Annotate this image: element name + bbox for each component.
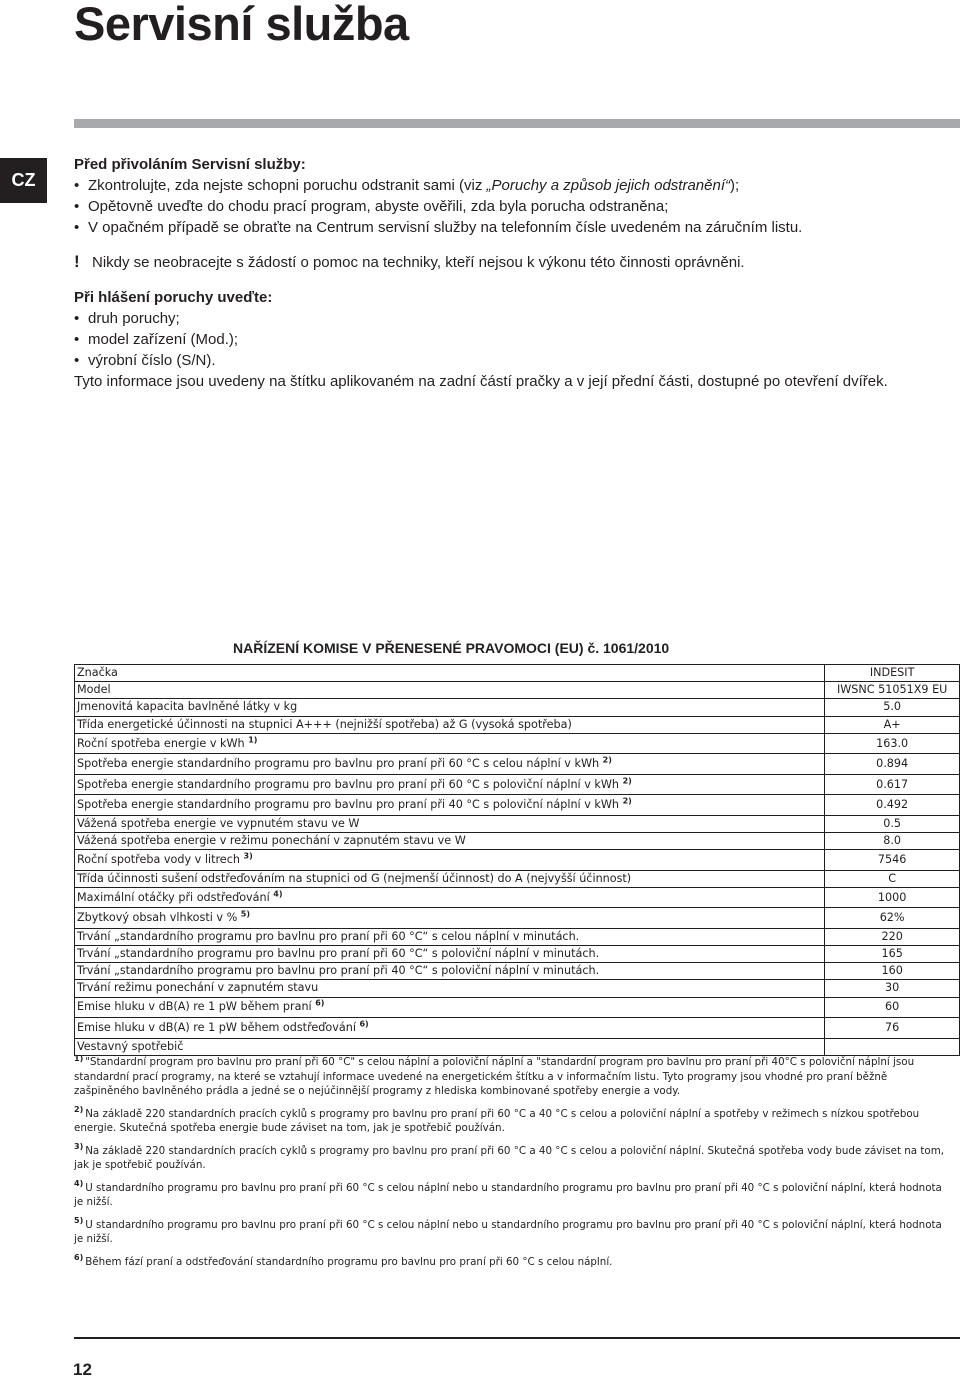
row-label-text: Vestavný spotřebič (77, 1039, 184, 1053)
footnote-ref: 4) (273, 888, 283, 898)
row-label (75, 733, 825, 754)
spec-table (74, 664, 960, 1056)
table-row (75, 815, 960, 832)
row-label-text: Spotřeba energie standardního programu pro bavlnu pro praní při 40 °C s poloviční náplní v kWh (77, 798, 620, 811)
table-row (75, 1018, 960, 1039)
row-label-text: Roční spotřeba energie v kWh (77, 736, 245, 750)
row-label-text: Trvání „standardního programu pro bavlnu pro praní při 60 °C“ s poloviční náplní v minutách. (77, 947, 600, 961)
row-value: 0.492 (825, 795, 960, 816)
row-value: 62% (825, 908, 960, 929)
row-label (75, 997, 825, 1018)
report-heading: Při hlášení poruchy uveďte: (74, 289, 273, 306)
footnote-ref: 2) (602, 755, 612, 765)
table-row (75, 754, 960, 775)
table-title: NAŘÍZENÍ KOMISE V PŘENESENÉ PRAVOMOCI (EU) č. 1061/2010 (233, 640, 670, 656)
footnote-number: 1) (74, 1053, 84, 1063)
row-label (75, 908, 825, 929)
row-value: 160 (825, 963, 960, 980)
footnote (74, 1055, 954, 1099)
top-rule (74, 119, 960, 128)
row-label (75, 870, 825, 887)
row-value: 0.894 (825, 754, 960, 775)
table-row (75, 682, 960, 699)
footnote-text: Během fází praní a odstřeďování standardního programu pro bavlnu pro praní při 60 °C s celou náplní. (85, 1255, 613, 1268)
item-text-end: ); (730, 177, 740, 194)
footnote-text: U standardního programu pro bavlnu pro praní při 60 °C s celou náplní nebo u standardního programu pro bavlnu pro praní při 40 °C s poloviční náplní, která hodnota je nižší. (74, 1218, 942, 1245)
table-row (75, 928, 960, 945)
report-note: Tyto informace jsou uvedeny na štítku aplikovaném na zadní částí pračky a v její přední části, dostupné po otevření dvířek. (74, 373, 888, 390)
item-text: Zkontrolujte, zda nejste schopni poruchu odstranit sami (viz (88, 177, 487, 194)
row-label (75, 665, 825, 682)
table-row (75, 850, 960, 871)
service-instructions (74, 154, 954, 392)
row-value: 220 (825, 928, 960, 945)
row-value: 76 (825, 1018, 960, 1039)
report-list (74, 308, 954, 371)
footnote-number: 2) (74, 1105, 84, 1115)
table-row (75, 946, 960, 963)
footnote-ref: 6) (359, 1019, 369, 1029)
row-label-text: Trvání „standardního programu pro bavlnu pro praní při 40 °C“ s poloviční náplní v minutách. (77, 964, 600, 978)
row-label (75, 887, 825, 908)
footnote-number: 4) (74, 1179, 84, 1189)
row-label (75, 946, 825, 963)
row-value: 5.0 (825, 699, 960, 716)
footnote (74, 1218, 954, 1247)
row-label (75, 682, 825, 699)
row-value: IWSNC 51051X9 EU (825, 682, 960, 699)
exclamation-icon: ! (74, 252, 80, 271)
row-value: 7546 (825, 850, 960, 871)
row-label (75, 699, 825, 716)
row-label-text: Vážená spotřeba energie ve vypnutém stavu ve W (77, 816, 360, 830)
row-value: A+ (825, 716, 960, 733)
language-tab: CZ (0, 158, 47, 203)
row-label-text: Třída energetické účinnosti na stupnici A+++ (nejnižší spotřeba) až G (vysoká spotřeba) (77, 717, 572, 731)
list-item: • výrobní číslo (S/N). (74, 350, 954, 371)
before-call-heading: Před přivoláním Servisní služby: (74, 156, 306, 173)
table-row (75, 832, 960, 849)
page-number: 12 (73, 1360, 92, 1379)
table-row (75, 887, 960, 908)
footnote-ref: 2) (622, 796, 632, 806)
footnote (74, 1144, 954, 1173)
warning-note (74, 252, 954, 273)
list-item: • V opačném případě se obraťte na Centrum servisní služby na telefonním čísle uvedeném na záručním listu. (74, 217, 954, 238)
row-value: INDESIT (825, 665, 960, 682)
footnote-number: 3) (74, 1142, 84, 1152)
footnote-ref: 3) (243, 851, 253, 861)
footnote-text: Na základě 220 standardních pracích cyklů s programy pro bavlnu pro praní při 60 °C a 40 °C s celou a poloviční náplní a spotřeby v režimech s nízkou spotřebou energie. Skutečná spotřeba energie bude záviset na tom, jak je spotřebič používán. (74, 1107, 920, 1134)
footnote-ref: 6) (315, 998, 325, 1008)
list-item: • Opětovně uveďte do chodu prací program, abyste ověřili, zda byla porucha odstraněna; (74, 196, 954, 217)
table-row (75, 980, 960, 997)
before-call-list (74, 175, 954, 238)
footnote-ref: 2) (622, 775, 632, 785)
table-row (75, 870, 960, 887)
table-row (75, 997, 960, 1018)
table-row (75, 1038, 960, 1055)
footnote (74, 1255, 954, 1270)
row-label-text: Emise hluku v dB(A) re 1 pW během praní (77, 1000, 312, 1014)
row-value (825, 1038, 960, 1055)
table-row (75, 716, 960, 733)
table-row (75, 774, 960, 795)
row-value: 60 (825, 997, 960, 1018)
footnote-text: Na základě 220 standardních pracích cyklů s programy pro bavlnu pro praní při 60 °C a 40 °C s celou a poloviční náplní. Skutečná spotřeba vody bude záviset na tom, jak je spotřebič používán. (74, 1144, 945, 1171)
cross-reference: „Poruchy a způsob jejich odstranění“ (486, 177, 730, 194)
table-row (75, 963, 960, 980)
row-label-text: Spotřeba energie standardního programu pro bavlnu pro praní při 60 °C s poloviční náplní v kWh (77, 777, 620, 791)
footnotes (74, 1055, 954, 1277)
row-label (75, 980, 825, 997)
row-value: 1000 (825, 887, 960, 908)
footnote-text: "Standardní program pro bavlnu pro praní při 60 °C" s celou náplní a poloviční náplní a "standardní program pro bavlnu pro praní při 40°C s poloviční náplní jsou standardní prací programy, na které se vztahují informace uvedené na energetickém štítku a v informačním listu. Tyto programy jsou vhodné pro praní běžně zašpiněného bavlněného prádla a jedné se o nejúčinnější programy z hlediska kombinované spotřeby energie a vody. (74, 1056, 915, 1097)
row-label (75, 850, 825, 871)
row-label-text: Jmenovitá kapacita bavlněné látky v kg (77, 700, 298, 714)
warning-text: Nikdy se neobracejte s žádostí o pomoc na techniky, kteří nejsou k výkonu této činnosti oprávněni. (92, 254, 745, 271)
row-label-text: Maximální otáčky při odstřeďování (77, 890, 270, 904)
row-label-text: Značka (77, 666, 118, 680)
list-item: • model zařízení (Mod.); (74, 329, 954, 350)
footnote (74, 1107, 954, 1136)
table-row (75, 795, 960, 816)
table-row (75, 665, 960, 682)
list-item (74, 175, 954, 196)
row-label (75, 815, 825, 832)
footnote-text: U standardního programu pro bavlnu pro praní při 60 °C s celou náplní nebo u standardního programu pro bavlnu pro praní při 40 °C s poloviční náplní, která hodnota je nižší. (74, 1181, 942, 1208)
row-label (75, 795, 825, 816)
row-value: 30 (825, 980, 960, 997)
table-row (75, 908, 960, 929)
footnote-number: 5) (74, 1216, 84, 1226)
table-row (75, 733, 960, 754)
row-label-text: Trvání „standardního programu pro bavlnu pro praní při 60 °C“ s celou náplní v minutách. (77, 929, 580, 943)
row-value: 0.617 (825, 774, 960, 795)
row-label (75, 716, 825, 733)
row-label (75, 1038, 825, 1055)
row-label-text: Emise hluku v dB(A) re 1 pW během odstřeďování (77, 1020, 356, 1034)
row-label-text: Trvání režimu ponechání v zapnutém stavu (77, 981, 319, 995)
row-value: 8.0 (825, 832, 960, 849)
row-label-text: Spotřeba energie standardního programu pro bavlnu pro praní při 60 °C s celou náplní v kWh (77, 757, 600, 770)
row-label (75, 928, 825, 945)
bottom-rule (74, 1337, 960, 1339)
row-label-text: Model (77, 683, 111, 697)
row-label (75, 774, 825, 795)
row-label-text: Vážená spotřeba energie v režimu ponechání v zapnutém stavu ve W (77, 834, 466, 848)
footnote-number: 6) (74, 1253, 84, 1263)
row-label-text: Třída účinnosti sušení odstřeďováním na stupnici od G (nejmenší účinnost) do A (nejvyšší účinnost) (77, 871, 632, 885)
table-row (75, 699, 960, 716)
row-value: 0.5 (825, 815, 960, 832)
row-label-text: Zbytkový obsah vlhkosti v % (77, 911, 238, 925)
footnote (74, 1181, 954, 1210)
footnote-ref: 5) (240, 909, 250, 919)
row-label (75, 754, 825, 775)
footnote-ref: 1) (248, 734, 258, 744)
row-label (75, 963, 825, 980)
row-value: 163.0 (825, 733, 960, 754)
spec-table-container (74, 664, 960, 1056)
row-label (75, 1018, 825, 1039)
row-value: 165 (825, 946, 960, 963)
row-label (75, 832, 825, 849)
row-label-text: Roční spotřeba vody v litrech (77, 852, 240, 866)
page-title: Servisní služba (74, 0, 409, 50)
list-item: • druh poruchy; (74, 308, 954, 329)
row-value: C (825, 870, 960, 887)
